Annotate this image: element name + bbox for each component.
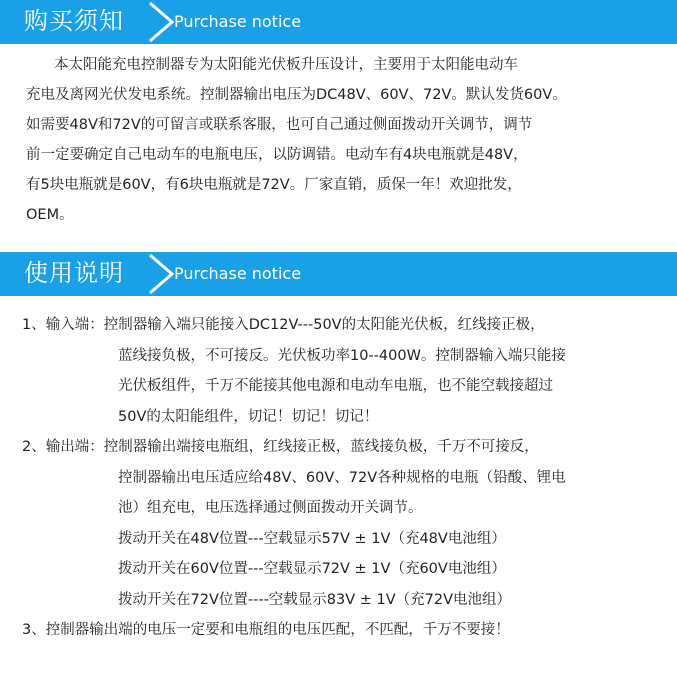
text-line: 充电及离网光伏发电系统。控制器输出电压为DC48V、60V、72V。默认发货60V。 xyxy=(26,87,567,103)
text-line: 有5块电瓶就是60V，有6块电瓶就是72V。厂家直销，质保一年！欢迎批发， xyxy=(26,177,522,193)
list-item-continuation: 蓝线接负极，不可接反。光伏板功率10--400W。控制器输入端只能接 xyxy=(118,347,566,364)
list-item-continuation: 控制器输出电压适应给48V、60V、72V各种规格的电瓶（铅酸、锂电 xyxy=(118,469,566,486)
usage-instructions-list xyxy=(22,310,672,646)
purchase-notice-banner xyxy=(0,0,677,44)
section-title: 购买须知 xyxy=(24,7,124,35)
list-item-warning: 3、控制器输出端的电压一定要和电瓶组的电压匹配，不匹配，千万不要接！ xyxy=(22,622,510,638)
text-line: 如需要48V和72V的可留言或联系客服，也可自己通过侧面拨动开关调节，调节 xyxy=(26,117,533,133)
list-item-output: 2、输出端：控制器输出端接电瓶组，红线接正极，蓝线接负极，千万不可接反， xyxy=(22,439,539,455)
list-item-continuation: 池）组充电，电压选择通过侧面拨动开关调节。 xyxy=(118,500,423,516)
list-item-continuation: 光伏板组件，千万不能接其他电源和电动车电瓶，也不能空载接超过 xyxy=(118,378,553,394)
list-item-continuation: 50V的太阳能组件，切记！切记！切记！ xyxy=(118,408,379,425)
switch-setting-48v: 拨动开关在48V位置---空载显示57V ± 1V（充48V电池组） xyxy=(118,530,506,547)
section-subtitle: Purchase notice xyxy=(174,264,302,283)
switch-setting-60v: 拨动开关在60V位置---空载显示72V ± 1V（充60V电池组） xyxy=(118,561,506,577)
section-title: 使用说明 xyxy=(24,259,124,287)
list-item-input: 1、输入端：控制器输入端只能接入DC12V---50V的太阳能光伏板，红线接正极， xyxy=(22,317,545,333)
text-line: 本太阳能充电控制器专为太阳能光伏板升压设计，主要用于太阳能电动车 xyxy=(54,57,518,73)
section-subtitle: Purchase notice xyxy=(174,12,302,31)
switch-setting-72v: 拨动开关在72V位置----空载显示83V ± 1V（充72V电池组） xyxy=(118,591,512,608)
purchase-notice-text xyxy=(26,50,666,230)
usage-instructions-banner xyxy=(0,252,677,296)
text-line: 前一定要确定自己电动车的电瓶电压，以防调错。电动车有4块电瓶就是48V， xyxy=(26,147,528,163)
text-line: OEM。 xyxy=(26,207,74,223)
